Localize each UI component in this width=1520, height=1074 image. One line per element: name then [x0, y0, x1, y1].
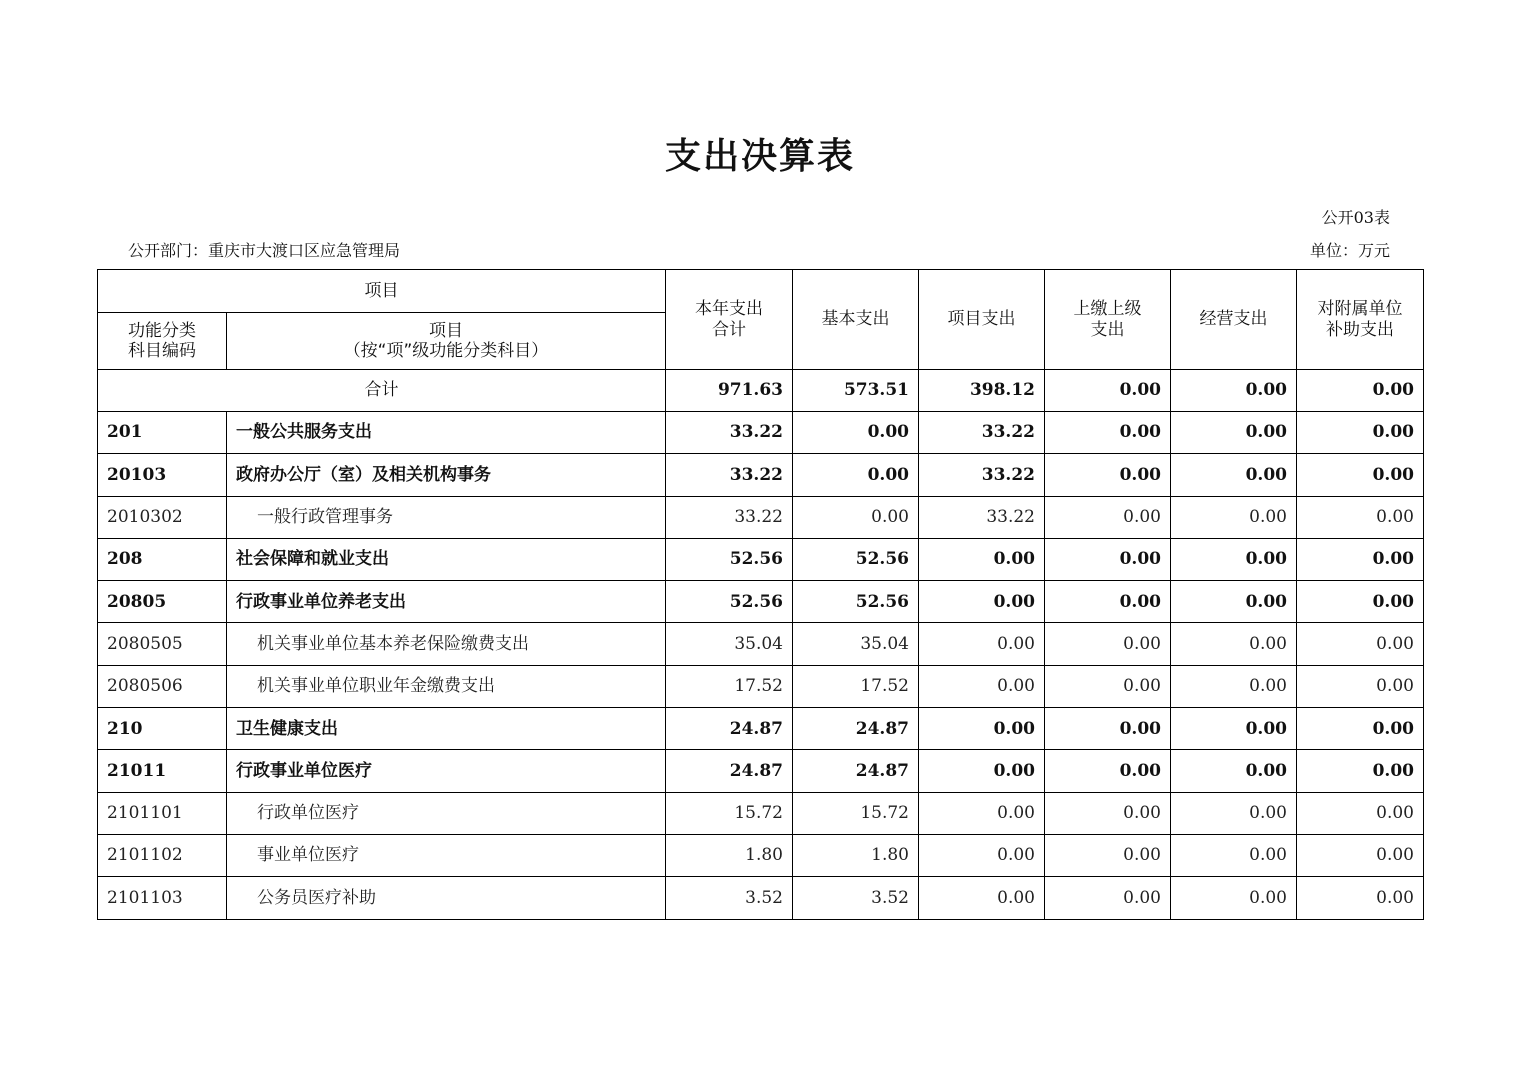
row-total: 1.80 — [666, 834, 793, 876]
row-total: 17.52 — [666, 665, 793, 707]
expenditure-table — [97, 269, 1424, 920]
row-code: 2010302 — [98, 496, 227, 538]
row-basic: 1.80 — [793, 834, 919, 876]
row-total: 52.56 — [666, 538, 793, 580]
row-operation: 0.00 — [1171, 877, 1297, 919]
row-operation: 0.00 — [1171, 581, 1297, 623]
row-name: 机关事业单位基本养老保险缴费支出 — [227, 623, 666, 665]
row-code: 2101101 — [98, 792, 227, 834]
header-operation: 经营支出 — [1171, 270, 1297, 370]
row-basic: 52.56 — [793, 581, 919, 623]
total-operation: 0.00 — [1171, 370, 1297, 412]
row-total: 33.22 — [666, 496, 793, 538]
row-project: 33.22 — [919, 412, 1045, 454]
header-code: 功能分类 科目编码 — [98, 313, 227, 370]
row-project: 0.00 — [919, 665, 1045, 707]
table-row — [98, 623, 1424, 665]
header-item-group: 项目 — [98, 270, 666, 313]
row-name: 事业单位医疗 — [227, 834, 666, 876]
row-upper: 0.00 — [1045, 665, 1171, 707]
row-basic: 24.87 — [793, 708, 919, 750]
header-subsidy: 对附属单位 补助支出 — [1297, 270, 1424, 370]
table-row — [98, 708, 1424, 750]
header-basic: 基本支出 — [793, 270, 919, 370]
total-sum: 971.63 — [666, 370, 793, 412]
row-subsidy: 0.00 — [1297, 454, 1424, 496]
row-code: 2101103 — [98, 877, 227, 919]
row-project: 0.00 — [919, 792, 1045, 834]
page-title: 支出决算表 — [664, 136, 855, 177]
row-subsidy: 0.00 — [1297, 877, 1424, 919]
header-upper: 上缴上级 支出 — [1045, 270, 1171, 370]
row-name: 一般行政管理事务 — [227, 496, 666, 538]
total-row — [98, 370, 1424, 412]
row-operation: 0.00 — [1171, 496, 1297, 538]
row-total: 33.22 — [666, 454, 793, 496]
row-subsidy: 0.00 — [1297, 665, 1424, 707]
row-subsidy: 0.00 — [1297, 538, 1424, 580]
row-basic: 15.72 — [793, 792, 919, 834]
table-row — [98, 877, 1424, 919]
row-project: 0.00 — [919, 623, 1045, 665]
row-operation: 0.00 — [1171, 538, 1297, 580]
row-code: 21011 — [98, 750, 227, 792]
row-code: 20103 — [98, 454, 227, 496]
row-total: 52.56 — [666, 581, 793, 623]
row-total: 33.22 — [666, 412, 793, 454]
row-upper: 0.00 — [1045, 792, 1171, 834]
row-name: 机关事业单位职业年金缴费支出 — [227, 665, 666, 707]
table-row — [98, 750, 1424, 792]
row-upper: 0.00 — [1045, 496, 1171, 538]
row-code: 208 — [98, 538, 227, 580]
row-project: 0.00 — [919, 538, 1045, 580]
row-project: 0.00 — [919, 581, 1045, 623]
row-basic: 24.87 — [793, 750, 919, 792]
table-number: 公开03表 — [1321, 208, 1390, 227]
row-operation: 0.00 — [1171, 665, 1297, 707]
row-code: 2080505 — [98, 623, 227, 665]
department-label: 公开部门：重庆市大渡口区应急管理局 — [128, 241, 401, 260]
row-subsidy: 0.00 — [1297, 623, 1424, 665]
row-upper: 0.00 — [1045, 623, 1171, 665]
row-operation: 0.00 — [1171, 454, 1297, 496]
row-operation: 0.00 — [1171, 708, 1297, 750]
row-code: 210 — [98, 708, 227, 750]
header-row-1 — [98, 270, 1424, 313]
row-total: 35.04 — [666, 623, 793, 665]
row-project: 33.22 — [919, 454, 1045, 496]
row-subsidy: 0.00 — [1297, 496, 1424, 538]
table-row — [98, 665, 1424, 707]
row-subsidy: 0.00 — [1297, 708, 1424, 750]
row-name: 公务员医疗补助 — [227, 877, 666, 919]
total-project: 398.12 — [919, 370, 1045, 412]
table-row — [98, 496, 1424, 538]
table-row — [98, 792, 1424, 834]
row-project: 33.22 — [919, 496, 1045, 538]
header-project: 项目支出 — [919, 270, 1045, 370]
row-upper: 0.00 — [1045, 581, 1171, 623]
unit-label: 单位：万元 — [1309, 241, 1390, 260]
row-subsidy: 0.00 — [1297, 750, 1424, 792]
row-operation: 0.00 — [1171, 412, 1297, 454]
table-row — [98, 412, 1424, 454]
row-basic: 3.52 — [793, 877, 919, 919]
row-basic: 35.04 — [793, 623, 919, 665]
row-name: 政府办公厅（室）及相关机构事务 — [227, 454, 666, 496]
total-basic: 573.51 — [793, 370, 919, 412]
row-upper: 0.00 — [1045, 708, 1171, 750]
row-upper: 0.00 — [1045, 750, 1171, 792]
header-item: 项目 （按“项”级功能分类科目） — [227, 313, 666, 370]
row-subsidy: 0.00 — [1297, 581, 1424, 623]
row-total: 15.72 — [666, 792, 793, 834]
row-operation: 0.00 — [1171, 623, 1297, 665]
row-name: 行政事业单位医疗 — [227, 750, 666, 792]
table-row — [98, 834, 1424, 876]
header-total: 本年支出 合计 — [666, 270, 793, 370]
row-basic: 0.00 — [793, 412, 919, 454]
row-code: 20805 — [98, 581, 227, 623]
total-label: 合计 — [98, 370, 666, 412]
row-project: 0.00 — [919, 708, 1045, 750]
row-upper: 0.00 — [1045, 538, 1171, 580]
row-project: 0.00 — [919, 750, 1045, 792]
table-row — [98, 581, 1424, 623]
row-subsidy: 0.00 — [1297, 412, 1424, 454]
row-subsidy: 0.00 — [1297, 834, 1424, 876]
row-code: 2101102 — [98, 834, 227, 876]
row-name: 一般公共服务支出 — [227, 412, 666, 454]
row-basic: 0.00 — [793, 454, 919, 496]
row-name: 卫生健康支出 — [227, 708, 666, 750]
row-upper: 0.00 — [1045, 834, 1171, 876]
row-operation: 0.00 — [1171, 750, 1297, 792]
row-name: 行政单位医疗 — [227, 792, 666, 834]
row-basic: 52.56 — [793, 538, 919, 580]
row-basic: 0.00 — [793, 496, 919, 538]
row-total: 24.87 — [666, 750, 793, 792]
row-operation: 0.00 — [1171, 834, 1297, 876]
row-code: 201 — [98, 412, 227, 454]
total-upper: 0.00 — [1045, 370, 1171, 412]
row-total: 3.52 — [666, 877, 793, 919]
total-subsidy: 0.00 — [1297, 370, 1424, 412]
row-basic: 17.52 — [793, 665, 919, 707]
row-upper: 0.00 — [1045, 454, 1171, 496]
row-project: 0.00 — [919, 834, 1045, 876]
row-subsidy: 0.00 — [1297, 792, 1424, 834]
row-name: 行政事业单位养老支出 — [227, 581, 666, 623]
row-upper: 0.00 — [1045, 877, 1171, 919]
table-row — [98, 454, 1424, 496]
row-operation: 0.00 — [1171, 792, 1297, 834]
table-row — [98, 538, 1424, 580]
row-code: 2080506 — [98, 665, 227, 707]
row-project: 0.00 — [919, 877, 1045, 919]
row-name: 社会保障和就业支出 — [227, 538, 666, 580]
row-total: 24.87 — [666, 708, 793, 750]
row-upper: 0.00 — [1045, 412, 1171, 454]
